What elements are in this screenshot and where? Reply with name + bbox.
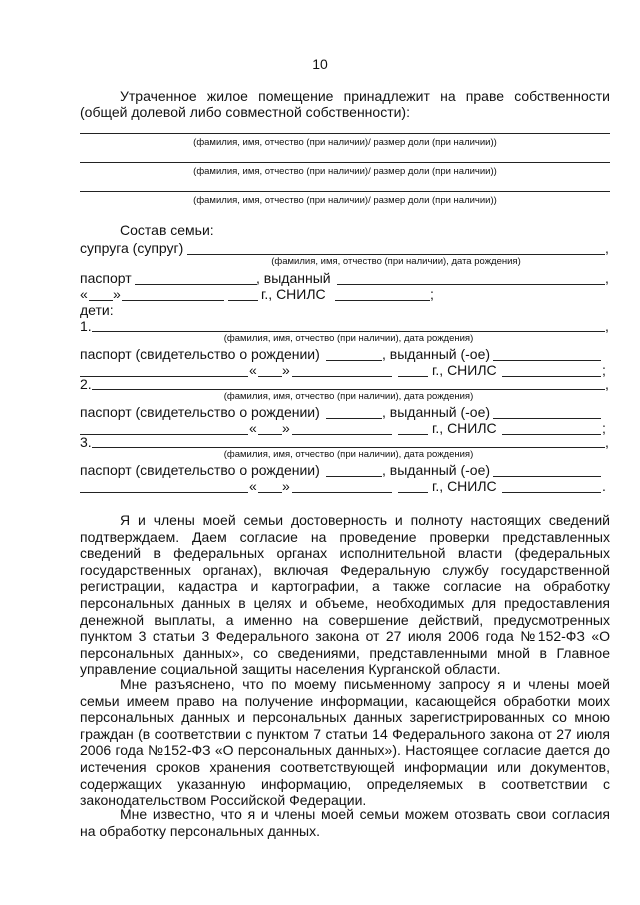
child-1-issued-label: , выданный (-ое) (382, 346, 491, 362)
page-number: 10 (312, 56, 328, 72)
spouse-month-line[interactable] (122, 300, 224, 301)
consent-paragraph-2: Мне разъяснено, что по моему письменному запросу я и члены моей семьи имеем право на получение информации, касающейся обработки моих персональных данных и персональных данных зарегистрированных со мною граждан (в соответствии с пунктом 7 статьи 14 Федерального закона от 27 июля 2006 года №152-ФЗ «О персональных данных»). Настоящее согласие дается до истечения сроков хранения соответствующей информации или документов, содержащих указанную информацию, определяемых в соответствии с законодательством Российской Федерации. (80, 676, 610, 809)
child-1-passport-label: паспорт (свидетельство о рождении) (80, 346, 320, 362)
spouse-snils-line[interactable] (335, 300, 430, 301)
child-3-month-line[interactable] (292, 492, 392, 493)
child-1-month-line[interactable] (292, 376, 392, 377)
child-2-hint: (фамилия, имя, отчество (при наличии), дата рождения) (223, 391, 474, 402)
child-3-passport-label: паспорт (свидетельство о рождении) (80, 462, 320, 478)
child-3-snils-label: г., СНИЛС (432, 478, 497, 494)
child-3-day-line[interactable] (258, 492, 282, 493)
child-3-end: . (602, 478, 606, 494)
child-1-snils-line[interactable] (502, 376, 601, 377)
spouse-semicolon: ; (430, 286, 434, 302)
spouse-hint: (фамилия, имя, отчество (при наличии), дата рождения) (271, 256, 521, 267)
child-1-snils-label: г., СНИЛС (432, 362, 497, 378)
child-3-quote-open: « (249, 478, 257, 494)
child-3-issued-line[interactable] (493, 476, 601, 477)
consent-paragraph-3: Мне известно, что я и члены моей семьи можем отозвать свои согласия на обработку персональных данных. (80, 806, 610, 839)
child-3-year-line[interactable] (398, 492, 428, 493)
spouse-issued-label: , выданный (256, 270, 331, 286)
child-3-name-line[interactable] (92, 447, 605, 448)
child-1-number: 1. (80, 318, 92, 334)
owner-hint-1: (фамилия, имя, отчество (при наличии)/ размер доли (при наличии)) (193, 137, 497, 148)
spouse-issued-line[interactable] (337, 284, 605, 285)
child-2-year-line[interactable] (398, 434, 428, 435)
child-3-hint: (фамилия, имя, отчество (при наличии), дата рождения) (223, 449, 474, 460)
child-2-name-line[interactable] (92, 389, 605, 390)
child-1-day-line[interactable] (258, 376, 282, 377)
child-1-hint: (фамилия, имя, отчество (при наличии), дата рождения) (223, 333, 474, 344)
owner-hint-2: (фамилия, имя, отчество (при наличии)/ размер доли (при наличии)) (193, 166, 497, 177)
child-2-snils-line[interactable] (502, 434, 601, 435)
spouse-year-line[interactable] (228, 300, 258, 301)
child-1-quote-open: « (249, 362, 257, 378)
owner-line-1[interactable] (80, 133, 610, 134)
owner-line-3[interactable] (80, 191, 610, 192)
child-3-number: 3. (80, 434, 92, 450)
child-2-issuer-line[interactable] (80, 434, 248, 435)
child-1-issuer-line[interactable] (80, 376, 248, 377)
child-1-end: ; (602, 362, 606, 378)
spouse-passport-line[interactable] (135, 284, 257, 285)
consent-paragraph-1: Я и члены моей семьи достоверность и полноту настоящих сведений подтверждаем. Даем согласие на проведение проверки представленных сведений в федеральных органах исполнительной власти (федеральных государственных органах), включая Федеральную службу государственной регистрации, кадастра и картографии, а также согласие на обработку персональных данных в целях и объеме, необходимых для предоставления денежной выплаты, а именно на совершение действий, предусмотренных пунктом 3 статьи 3 Федерального закона от 27 июля 2006 года №152-ФЗ «О персональных данных», со сведениями, представленными мной в Главное управление социальной защиты населения Курганской области. (80, 512, 610, 678)
spouse-passport-label: паспорт (80, 270, 132, 286)
child-3-issuer-line[interactable] (80, 492, 248, 493)
child-2-snils-label: г., СНИЛС (432, 420, 497, 436)
children-label: дети: (80, 302, 114, 318)
owner-hint-3: (фамилия, имя, отчество (при наличии)/ размер доли (при наличии)) (193, 195, 497, 206)
child-1-issued-line[interactable] (493, 360, 601, 361)
spouse-snils-label: г., СНИЛС (261, 286, 326, 302)
child-2-issued-label: , выданный (-ое) (382, 404, 491, 420)
child-1-name-line[interactable] (92, 331, 605, 332)
child-2-passport-line[interactable] (326, 418, 382, 419)
spouse-label: супруга (супруг) (80, 240, 184, 256)
child-2-number: 2. (80, 376, 92, 392)
child-3-issued-label: , выданный (-ое) (382, 462, 491, 478)
owner-line-2[interactable] (80, 162, 610, 163)
child-2-day-line[interactable] (258, 434, 282, 435)
child-2-end: ; (602, 420, 606, 436)
child-1-quote-close: » (282, 362, 290, 378)
spouse-quote-close: » (113, 286, 121, 302)
family-heading: Состав семьи: (120, 222, 214, 238)
child-3-passport-line[interactable] (326, 476, 382, 477)
ownership-intro: Утраченное жилое помещение принадлежит на праве собственности (120, 88, 610, 104)
child-1-year-line[interactable] (398, 376, 428, 377)
child-1-passport-line[interactable] (326, 360, 382, 361)
spouse-quote-open: « (80, 286, 88, 302)
spouse-name-line[interactable] (187, 254, 605, 255)
child-2-quote-close: » (282, 420, 290, 436)
ownership-intro-cont: (общей долевой либо совместной собственности): (80, 104, 410, 120)
child-3-quote-close: » (282, 478, 290, 494)
spouse-day-line[interactable] (89, 300, 113, 301)
child-3-snils-line[interactable] (502, 492, 601, 493)
child-2-issued-line[interactable] (493, 418, 601, 419)
child-2-passport-label: паспорт (свидетельство о рождении) (80, 404, 320, 420)
child-2-quote-open: « (249, 420, 257, 436)
child-2-month-line[interactable] (292, 434, 392, 435)
